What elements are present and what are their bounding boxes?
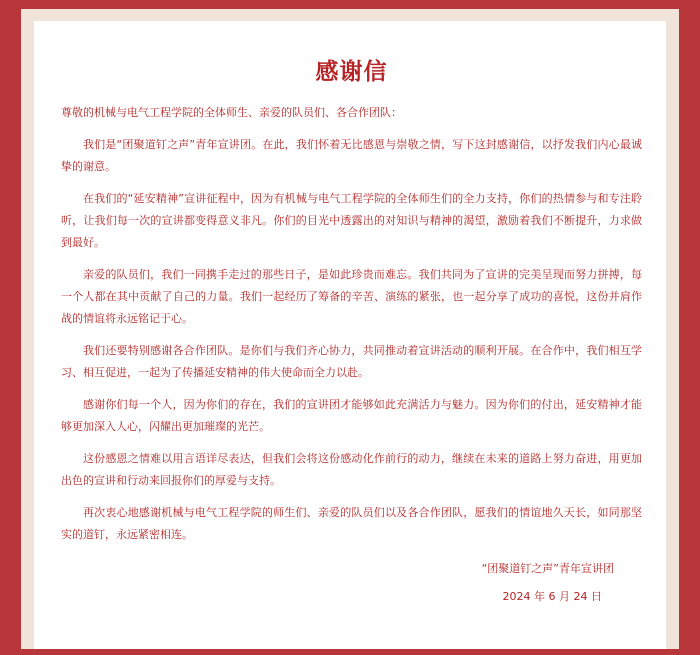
letter-paragraph: 我们还要特别感谢各合作团队。是你们与我们齐心协力，共同推动着宣讲活动的顺利开展。在合作中，我们相互学习、相互促进，一起为了传播延安精神的伟大使命而全力以赴。 [61, 344, 642, 379]
letter-paragraph: 在我们的“延安精神”宣讲征程中，因为有机械与电气工程学院的全体师生们的全力支持，你们的热情参与和专注聆听，让我们每一次的宣讲都变得意义非凡。你们的目光中透露出的对知识与精神的渴望，激励着我们不断提升，力求做到最好。 [61, 192, 642, 249]
letter-paragraph: 亲爱的队员们，我们一同携手走过的那些日子，是如此珍贵而难忘。我们共同为了宣讲的完美呈现而努力拼搏，每一个人都在其中贡献了自己的力量。我们一起经历了筹备的辛苦、演练的紧张，也一起分享了成功的喜悦，这份并肩作战的情谊将永远铭记于心。 [61, 268, 642, 325]
letter-title: 感谢信 [315, 59, 388, 85]
letter-paragraph: 再次衷心地感谢机械与电气工程学院的师生们、亲爱的队员们以及各合作团队，愿我们的情谊地久天长，如同那坚实的道钉，永远紧密相连。 [61, 506, 642, 541]
letter-paragraph: 这份感恩之情难以用言语详尽表达，但我们会将这份感动化作前行的动力，继续在未来的道路上努力奋进，用更加出色的宣讲和行动来回报你们的厚爱与支持。 [61, 452, 642, 487]
letter-date: 2024 年 6 月 24 日 [502, 590, 602, 603]
letter-signature: “团聚道钉之声”青年宣讲团 [481, 562, 614, 575]
letter-paragraph: 感谢你们每一个人，因为你们的存在，我们的宣讲团才能够如此充满活力与魅力。因为你们的付出，延安精神才能够更加深入人心，闪耀出更加璀璨的光芒。 [61, 398, 642, 433]
letter-greeting: 尊敬的机械与电气工程学院的全体师生、亲爱的队员们、各合作团队： [61, 106, 402, 119]
letter-paragraph: 我们是“团聚道钉之声”青年宣讲团。在此，我们怀着无比感恩与崇敬之情，写下这封感谢信，以抒发我们内心最诚挚的谢意。 [61, 138, 642, 173]
letter-paper [34, 21, 666, 649]
